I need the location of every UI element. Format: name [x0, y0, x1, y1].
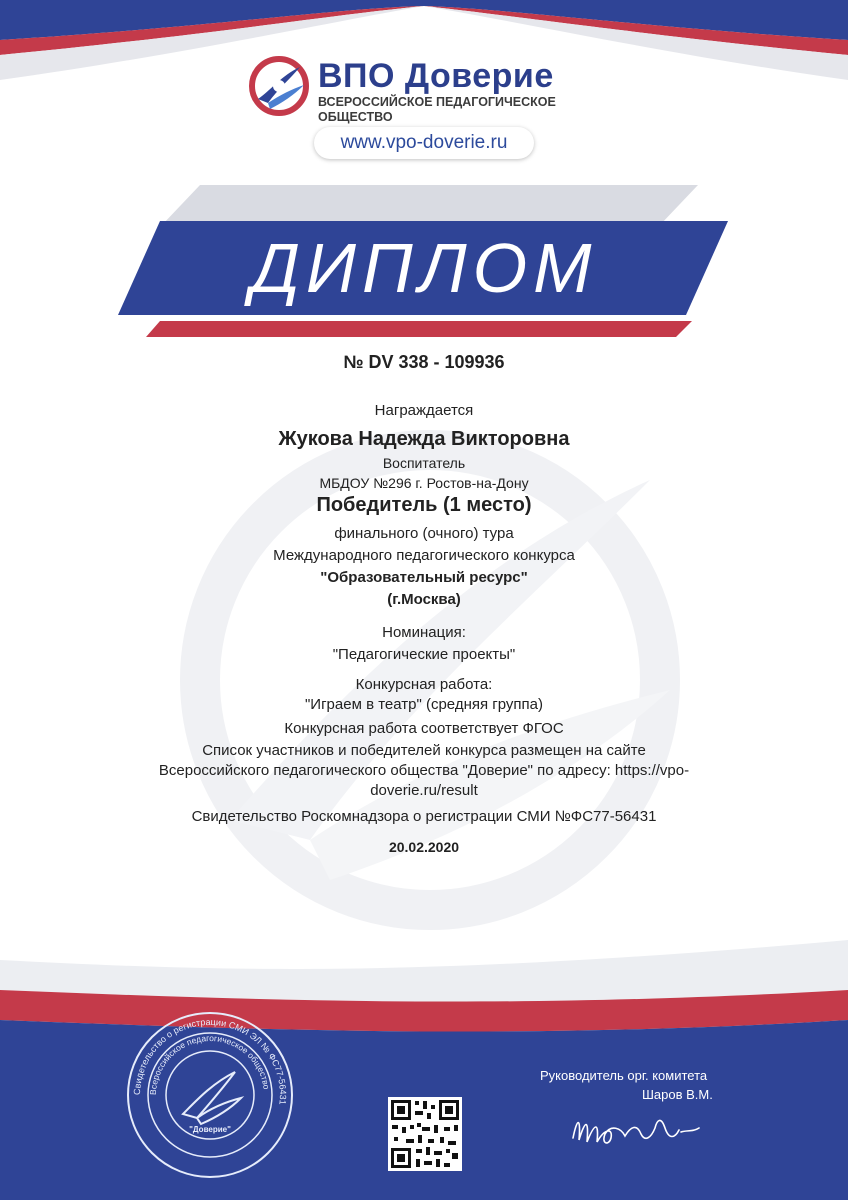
seal-center-label: "Доверие": [189, 1125, 231, 1134]
diploma-title: ДИПЛОМ: [250, 229, 598, 307]
handwritten-signature: [565, 1098, 715, 1158]
seal-outer-text: Свидетельство о регистрации СМИ ЭЛ № ФС77-56431: [131, 1016, 289, 1106]
logo-subtitle-line1: ВСЕРОССИЙСКОЕ ПЕДАГОГИЧЕСКОЕ: [318, 95, 556, 109]
diploma-number: № DV 338 - 109936: [343, 352, 505, 372]
awarded-label: Награждается: [374, 402, 474, 419]
results-list-line3: doverie.ru/result: [370, 782, 478, 799]
contest-city: (г.Москва): [387, 591, 461, 608]
logo-mark-icon: [248, 55, 310, 117]
logo-title: ВПО Доверие: [318, 57, 554, 95]
recipient-name: Жукова Надежда Викторовна: [278, 428, 570, 450]
recipient-position: Воспитатель: [382, 455, 466, 471]
award-result: Победитель (1 место): [316, 494, 532, 516]
results-list-line2: Всероссийского педагогического общества "Доверие" по адресу: https://vpo-: [158, 762, 690, 779]
contest-round: финального (очного) тура: [334, 525, 514, 542]
recipient-organization: МБДОУ №296 г. Ростов-на-Дону: [319, 475, 529, 491]
work-title: "Играем в театр" (средняя группа): [304, 696, 543, 713]
website-link[interactable]: [314, 127, 534, 159]
issue-date: 20.02.2020: [388, 839, 460, 855]
contest-type: Международного педагогического конкурса: [273, 547, 575, 564]
logo-subtitle-line2: ОБЩЕСТВО: [318, 110, 393, 124]
results-list-line1: Список участников и победителей конкурса размещен на сайте: [202, 742, 646, 759]
logo: [248, 55, 608, 130]
website-url[interactable]: www.vpo-doverie.ru: [340, 132, 508, 153]
signatory-name: Шаров В.М.: [642, 1087, 713, 1102]
qr-code[interactable]: [388, 1097, 462, 1171]
fgos-note: Конкурсная работа соответствует ФГОС: [284, 720, 564, 737]
work-label: Конкурсная работа:: [355, 676, 493, 693]
nomination-label: Номинация:: [382, 624, 466, 641]
nomination-value: "Педагогические проекты": [332, 646, 516, 663]
stamp-seal: [125, 1010, 295, 1180]
registration-note: Свидетельство Роскомнадзора о регистрации СМИ №ФС77-56431: [191, 808, 657, 825]
seal-inner-text: Всероссийское педагогическое общество: [147, 1032, 272, 1096]
contest-name: "Образовательный ресурс": [320, 569, 528, 586]
signatory-title: Руководитель орг. комитета: [540, 1068, 708, 1083]
